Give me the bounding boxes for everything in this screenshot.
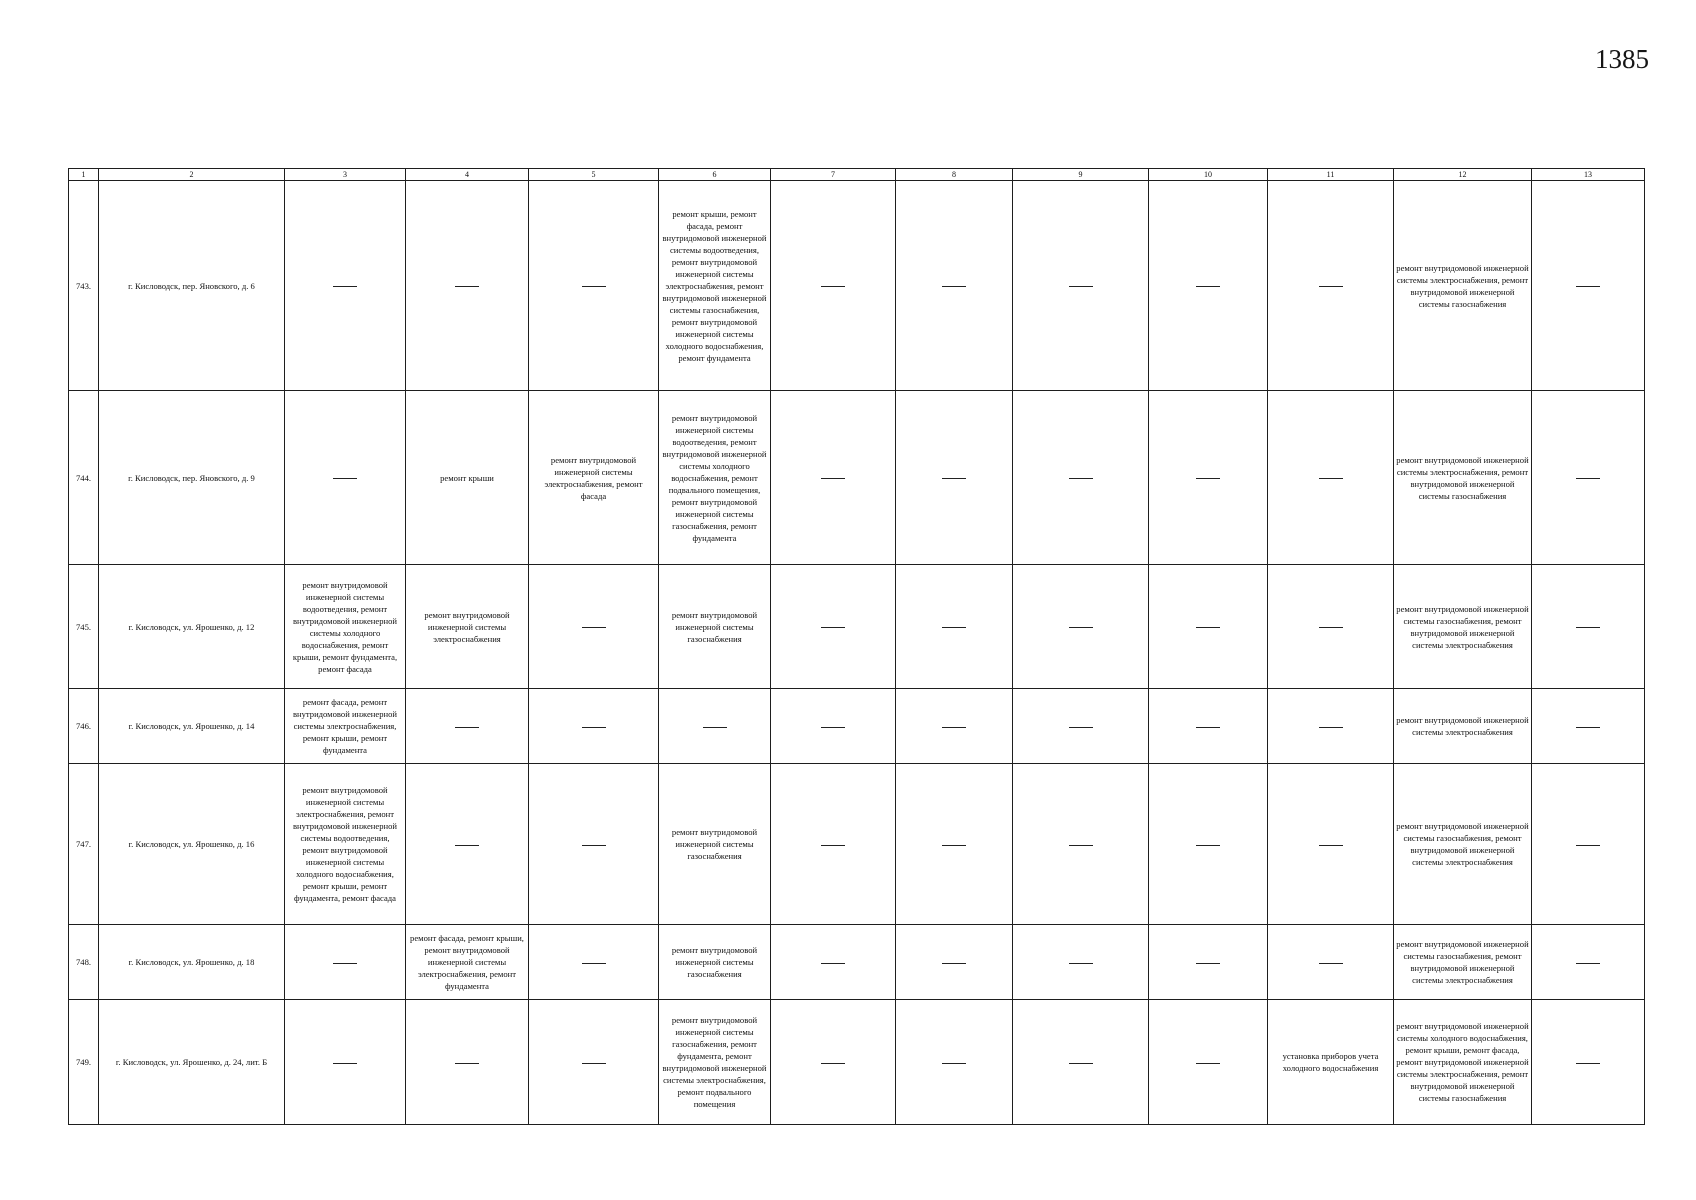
- table-row: [69, 925, 1645, 1000]
- table-row: [69, 764, 1645, 925]
- column-header: 5: [529, 169, 659, 181]
- empty-dash: [333, 478, 357, 479]
- empty-dash: [821, 963, 845, 964]
- empty-dash: [1196, 1063, 1220, 1064]
- empty-cell: [406, 181, 529, 391]
- row-number: 744.: [69, 391, 99, 565]
- empty-dash: [1319, 286, 1343, 287]
- empty-cell: [1532, 1000, 1645, 1125]
- empty-dash: [1069, 727, 1093, 728]
- empty-cell: [896, 391, 1013, 565]
- address-cell: г. Кисловодск, пер. Яновского, д. 9: [99, 391, 285, 565]
- empty-cell: [1149, 764, 1268, 925]
- empty-cell: [896, 181, 1013, 391]
- empty-dash: [1576, 845, 1600, 846]
- column-header: 6: [659, 169, 771, 181]
- address-cell: г. Кисловодск, ул. Ярошенко, д. 24, лит. Б: [99, 1000, 285, 1125]
- table-row: [69, 181, 1645, 391]
- empty-cell: [1268, 181, 1394, 391]
- work-cell: ремонт фасада, ремонт внутридомовой инженерной системы электроснабжения, ремонт крыши, ремонт фундамента: [285, 689, 406, 764]
- empty-dash: [821, 286, 845, 287]
- row-number: 745.: [69, 565, 99, 689]
- empty-dash: [942, 286, 966, 287]
- address-cell: г. Кисловодск, ул. Ярошенко, д. 14: [99, 689, 285, 764]
- empty-dash: [1576, 627, 1600, 628]
- empty-cell: [896, 689, 1013, 764]
- empty-dash: [1069, 478, 1093, 479]
- empty-dash: [942, 1063, 966, 1064]
- empty-dash: [821, 1063, 845, 1064]
- empty-cell: [1268, 391, 1394, 565]
- empty-dash: [582, 1063, 606, 1064]
- empty-cell: [529, 689, 659, 764]
- empty-cell: [1149, 1000, 1268, 1125]
- table-row: [69, 1000, 1645, 1125]
- empty-dash: [455, 1063, 479, 1064]
- table-body: [69, 181, 1645, 1125]
- empty-cell: [529, 925, 659, 1000]
- empty-dash: [582, 286, 606, 287]
- empty-cell: [285, 1000, 406, 1125]
- work-cell: ремонт внутридомовой инженерной системы газоснабжения, ремонт внутридомовой инженерной системы электроснабжения: [1394, 565, 1532, 689]
- work-cell: ремонт внутридомовой инженерной системы электроснабжения: [1394, 689, 1532, 764]
- empty-dash: [1069, 845, 1093, 846]
- empty-cell: [659, 689, 771, 764]
- empty-dash: [942, 727, 966, 728]
- row-number: 747.: [69, 764, 99, 925]
- empty-dash: [1576, 478, 1600, 479]
- empty-cell: [1149, 181, 1268, 391]
- empty-dash: [333, 963, 357, 964]
- column-header: 10: [1149, 169, 1268, 181]
- column-header: 1: [69, 169, 99, 181]
- work-cell: ремонт внутридомовой инженерной системы газоснабжения, ремонт фундамента, ремонт внутридомовой инженерной системы электроснабжения, ремонт подвального помещения: [659, 1000, 771, 1125]
- empty-dash: [1319, 627, 1343, 628]
- empty-dash: [942, 845, 966, 846]
- empty-dash: [455, 845, 479, 846]
- empty-dash: [821, 727, 845, 728]
- empty-dash: [1576, 286, 1600, 287]
- empty-dash: [703, 727, 727, 728]
- empty-dash: [1576, 963, 1600, 964]
- empty-cell: [406, 1000, 529, 1125]
- work-cell: ремонт внутридомовой инженерной системы холодного водоснабжения, ремонт крыши, ремонт фасада, ремонт внутридомовой инженерной системы электроснабжения, ремонт внутридомовой инженерной системы газоснабжения: [1394, 1000, 1532, 1125]
- empty-cell: [771, 181, 896, 391]
- work-cell: ремонт внутридомовой инженерной системы газоснабжения, ремонт внутридомовой инженерной системы электроснабжения: [1394, 925, 1532, 1000]
- empty-cell: [285, 925, 406, 1000]
- empty-cell: [896, 565, 1013, 689]
- empty-cell: [1013, 925, 1149, 1000]
- work-cell: ремонт внутридомовой инженерной системы водоотведения, ремонт внутридомовой инженерной системы холодного водоснабжения, ремонт крыши, ремонт фундамента, ремонт фасада: [285, 565, 406, 689]
- work-cell: ремонт внутридомовой инженерной системы газоснабжения, ремонт внутридомовой инженерной системы электроснабжения: [1394, 764, 1532, 925]
- work-cell: ремонт внутридомовой инженерной системы водоотведения, ремонт внутридомовой инженерной системы холодного водоснабжения, ремонт подвального помещения, ремонт внутридомовой инженерной системы газоснабжения, ремонт фундамента: [659, 391, 771, 565]
- table-header-row: [69, 169, 1645, 181]
- empty-cell: [1013, 181, 1149, 391]
- row-number: 746.: [69, 689, 99, 764]
- work-cell: ремонт внутридомовой инженерной системы электроснабжения: [406, 565, 529, 689]
- empty-cell: [529, 764, 659, 925]
- empty-cell: [896, 925, 1013, 1000]
- work-cell: ремонт внутридомовой инженерной системы электроснабжения, ремонт внутридомовой инженерной системы газоснабжения: [1394, 181, 1532, 391]
- table-row: [69, 565, 1645, 689]
- column-header: 4: [406, 169, 529, 181]
- empty-cell: [1532, 181, 1645, 391]
- empty-dash: [1319, 727, 1343, 728]
- empty-cell: [1532, 925, 1645, 1000]
- work-cell: ремонт внутридомовой инженерной системы газоснабжения: [659, 764, 771, 925]
- address-cell: г. Кисловодск, ул. Ярошенко, д. 12: [99, 565, 285, 689]
- empty-cell: [896, 1000, 1013, 1125]
- empty-cell: [1013, 764, 1149, 925]
- empty-dash: [1069, 286, 1093, 287]
- column-header: 12: [1394, 169, 1532, 181]
- empty-cell: [1532, 689, 1645, 764]
- empty-dash: [1069, 627, 1093, 628]
- empty-cell: [771, 565, 896, 689]
- empty-dash: [582, 727, 606, 728]
- empty-cell: [529, 181, 659, 391]
- empty-dash: [1196, 963, 1220, 964]
- empty-dash: [1576, 1063, 1600, 1064]
- empty-dash: [821, 845, 845, 846]
- row-number: 749.: [69, 1000, 99, 1125]
- page-number: 1385: [1595, 44, 1649, 74]
- empty-cell: [771, 925, 896, 1000]
- empty-dash: [582, 627, 606, 628]
- empty-cell: [1268, 565, 1394, 689]
- empty-dash: [1196, 286, 1220, 287]
- empty-dash: [1576, 727, 1600, 728]
- empty-dash: [1319, 963, 1343, 964]
- empty-cell: [771, 1000, 896, 1125]
- empty-cell: [1268, 764, 1394, 925]
- empty-dash: [942, 963, 966, 964]
- empty-dash: [1196, 478, 1220, 479]
- empty-cell: [1532, 764, 1645, 925]
- document-table: [68, 168, 1645, 1125]
- empty-dash: [942, 627, 966, 628]
- column-header: 11: [1268, 169, 1394, 181]
- work-cell: ремонт внутридомовой инженерной системы электроснабжения, ремонт фасада: [529, 391, 659, 565]
- empty-cell: [1013, 689, 1149, 764]
- empty-dash: [942, 478, 966, 479]
- empty-cell: [529, 1000, 659, 1125]
- empty-cell: [1268, 925, 1394, 1000]
- empty-cell: [285, 181, 406, 391]
- empty-cell: [771, 391, 896, 565]
- column-header: 13: [1532, 169, 1645, 181]
- empty-cell: [1013, 391, 1149, 565]
- empty-cell: [1149, 925, 1268, 1000]
- empty-cell: [1268, 689, 1394, 764]
- work-cell: ремонт внутридомовой инженерной системы газоснабжения: [659, 925, 771, 1000]
- empty-cell: [406, 764, 529, 925]
- empty-dash: [1069, 1063, 1093, 1064]
- empty-dash: [1196, 727, 1220, 728]
- row-number: 743.: [69, 181, 99, 391]
- empty-cell: [285, 391, 406, 565]
- empty-cell: [1532, 565, 1645, 689]
- empty-dash: [1319, 845, 1343, 846]
- empty-dash: [1319, 478, 1343, 479]
- empty-dash: [821, 478, 845, 479]
- empty-dash: [333, 1063, 357, 1064]
- empty-cell: [529, 565, 659, 689]
- empty-cell: [406, 689, 529, 764]
- work-cell: ремонт внутридомовой инженерной системы газоснабжения: [659, 565, 771, 689]
- empty-cell: [1149, 689, 1268, 764]
- work-cell: ремонт крыши: [406, 391, 529, 565]
- empty-cell: [771, 689, 896, 764]
- empty-cell: [896, 764, 1013, 925]
- empty-dash: [821, 627, 845, 628]
- address-cell: г. Кисловодск, ул. Ярошенко, д. 16: [99, 764, 285, 925]
- empty-cell: [1013, 1000, 1149, 1125]
- empty-dash: [455, 286, 479, 287]
- empty-dash: [1069, 963, 1093, 964]
- address-cell: г. Кисловодск, ул. Ярошенко, д. 18: [99, 925, 285, 1000]
- empty-dash: [582, 845, 606, 846]
- table-row: [69, 689, 1645, 764]
- column-header: 8: [896, 169, 1013, 181]
- work-cell: ремонт внутридомовой инженерной системы электроснабжения, ремонт внутридомовой инженерной системы водоотведения, ремонт внутридомовой инженерной системы холодного водоснабжения, ремонт крыши, ремонт фундамента, ремонт фасада: [285, 764, 406, 925]
- work-cell: ремонт крыши, ремонт фасада, ремонт внутридомовой инженерной системы водоотведения, ремонт внутридомовой инженерной системы электроснабжения, ремонт внутридомовой инженерной системы газоснабжения, ремонт внутридомовой инженерной системы холодного водоснабжения, ремонт фундамента: [659, 181, 771, 391]
- empty-cell: [1149, 565, 1268, 689]
- column-header: 2: [99, 169, 285, 181]
- empty-cell: [771, 764, 896, 925]
- empty-dash: [1196, 845, 1220, 846]
- empty-cell: [1149, 391, 1268, 565]
- work-cell: ремонт фасада, ремонт крыши, ремонт внутридомовой инженерной системы электроснабжения, ремонт фундамента: [406, 925, 529, 1000]
- empty-dash: [1196, 627, 1220, 628]
- work-cell: ремонт внутридомовой инженерной системы электроснабжения, ремонт внутридомовой инженерной системы газоснабжения: [1394, 391, 1532, 565]
- column-header: 3: [285, 169, 406, 181]
- work-cell: установка приборов учета холодного водоснабжения: [1268, 1000, 1394, 1125]
- empty-dash: [333, 286, 357, 287]
- column-header: 7: [771, 169, 896, 181]
- empty-dash: [455, 727, 479, 728]
- column-header: 9: [1013, 169, 1149, 181]
- empty-cell: [1013, 565, 1149, 689]
- row-number: 748.: [69, 925, 99, 1000]
- table-row: [69, 391, 1645, 565]
- empty-cell: [1532, 391, 1645, 565]
- empty-dash: [582, 963, 606, 964]
- address-cell: г. Кисловодск, пер. Яновского, д. 6: [99, 181, 285, 391]
